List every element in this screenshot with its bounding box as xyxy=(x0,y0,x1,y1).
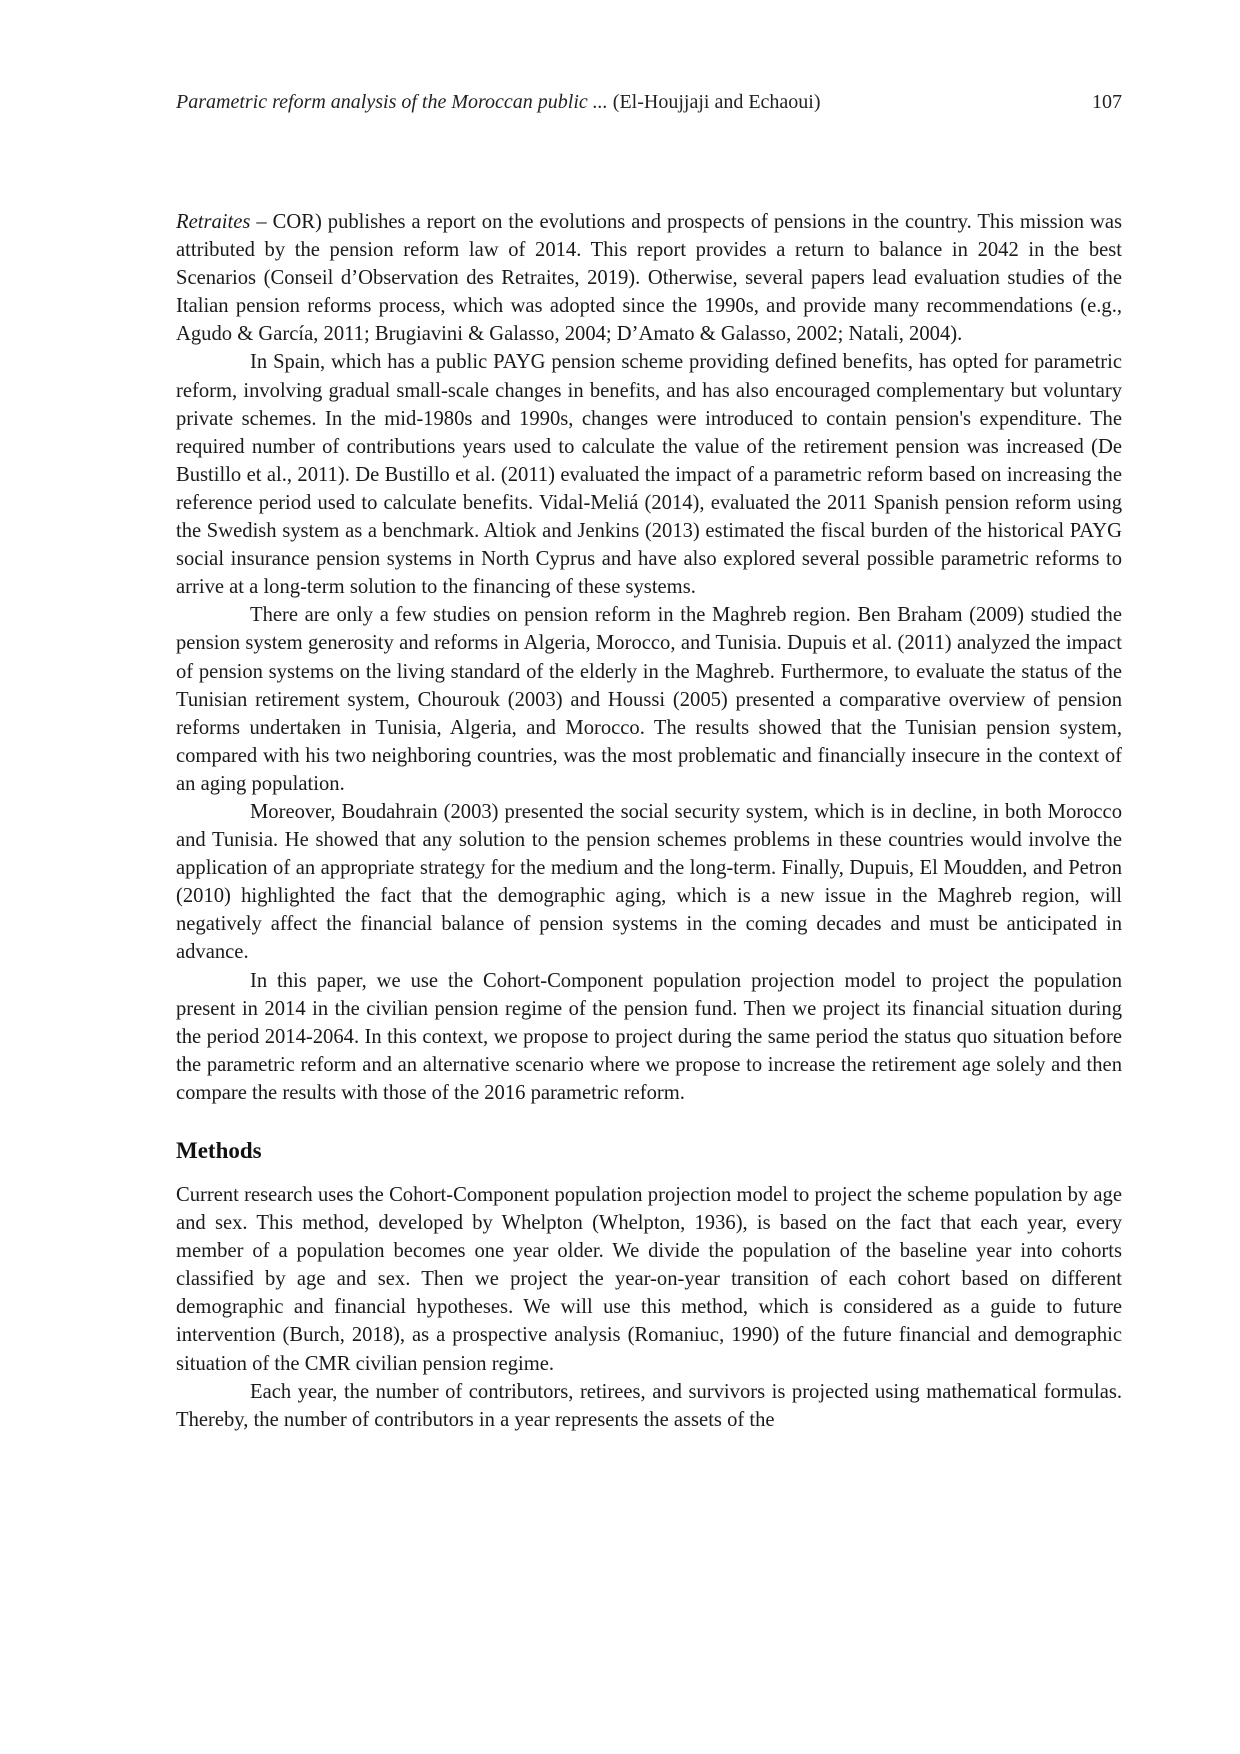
running-header xyxy=(176,88,1122,116)
paragraph-2: In Spain, which has a public PAYG pension scheme providing defined benefits, has opted for parametric reform, involving gradual small-scale changes in benefits, and has also encouraged complementary but voluntary private schemes. In the mid-1980s and 1990s, changes were introduced to contain pension's expenditure. The required number of contributions years used to calculate the value of the retirement pension was increased (De Bustillo et al., 2011). De Bustillo et al. (2011) evaluated the impact of a parametric reform based on increasing the reference period used to calculate benefits. Vidal-Meliá (2014), evaluated the 2011 Spanish pension reform using the Swedish system as a benchmark. Altiok and Jenkins (2013) estimated the fiscal burden of the historical PAYG social insurance pension systems in North Cyprus and have also explored several possible parametric reforms to arrive at a long-term solution to the financing of these systems. xyxy=(176,351,1122,599)
section-heading-methods: Methods xyxy=(176,1138,262,1163)
running-title-italic: Parametric reform analysis of the Moroccan public ... xyxy=(176,91,608,113)
paragraph-1 xyxy=(176,208,1122,348)
paragraph-3: There are only a few studies on pension reform in the Maghreb region. Ben Braham (2009) studied the pension system generosity and reforms in Algeria, Morocco, and Tunisia. Dupuis et al. (2011) analyzed the impact of pension systems on the living standard of the elderly in the Maghreb. Furthermore, to evaluate the status of the Tunisian retirement system, Chourouk (2003) and Houssi (2005) presented a comparative overview of pension reforms undertaken in Tunisia, Algeria, and Morocco. The results showed that the Tunisian pension system, compared with his two neighboring countries, was the most problematic and financially insecure in the context of an aging population. xyxy=(176,604,1122,795)
running-title xyxy=(176,88,821,116)
paragraph-1-text: – COR) publishes a report on the evolutions and prospects of pensions in the country. This mission was attributed by the pension reform law of 2014. This report provides a return to balance in 2042 in the best Scenarios (Conseil d’Observation des Retraites, 2019). Otherwise, several papers lead evaluation studies of the Italian pension reforms process, which was adopted since the 1990s, and provide many recommendations (e.g., Agudo & García, 2011; Brugiavini & Galasso, 2004; D’Amato & Galasso, 2002; Natali, 2004). xyxy=(176,211,1122,346)
paragraph-1-lead-italic: Retraites xyxy=(176,211,251,233)
body-text xyxy=(176,208,1122,1434)
methods-paragraph-2: Each year, the number of contributors, retirees, and survivors is projected using mathematical formulas. Thereby, the number of contributors in a year represents the assets of the xyxy=(176,1380,1122,1431)
methods-paragraph-1: Current research uses the Cohort-Component population projection model to project the scheme population by age and sex. This method, developed by Whelpton (Whelpton, 1936), is based on the fact that each year, every member of a population becomes one year older. We divide the population of the baseline year into cohorts classified by age and sex. Then we project the year-on-year transition of each cohort based on different demographic and financial hypotheses. We will use this method, which is considered as a guide to future intervention (Burch, 2018), as a prospective analysis (Romaniuc, 1990) of the future financial and demographic situation of the CMR civilian pension regime. xyxy=(176,1184,1122,1375)
paragraph-4: Moreover, Boudahrain (2003) presented the social security system, which is in decline, in both Morocco and Tunisia. He showed that any solution to the pension schemes problems in these countries would involve the application of an appropriate strategy for the medium and the long-term. Finally, Dupuis, El Moudden, and Petron (2010) highlighted the fact that the demographic aging, which is a new issue in the Maghreb region, will negatively affect the financial balance of pension systems in the coming decades and must be anticipated in advance. xyxy=(176,800,1122,964)
paragraph-5: In this paper, we use the Cohort-Component population projection model to project the population present in 2014 in the civilian pension regime of the pension fund. Then we project its financial situation during the period 2014-2064. In this context, we propose to project during the same period the status quo situation before the parametric reform and an alternative scenario where we propose to increase the retirement age solely and then compare the results with those of the 2016 parametric reform. xyxy=(176,969,1122,1104)
running-authors: (El-Houjjaji and Echaoui) xyxy=(607,91,821,113)
page-number: 107 xyxy=(1092,91,1122,113)
